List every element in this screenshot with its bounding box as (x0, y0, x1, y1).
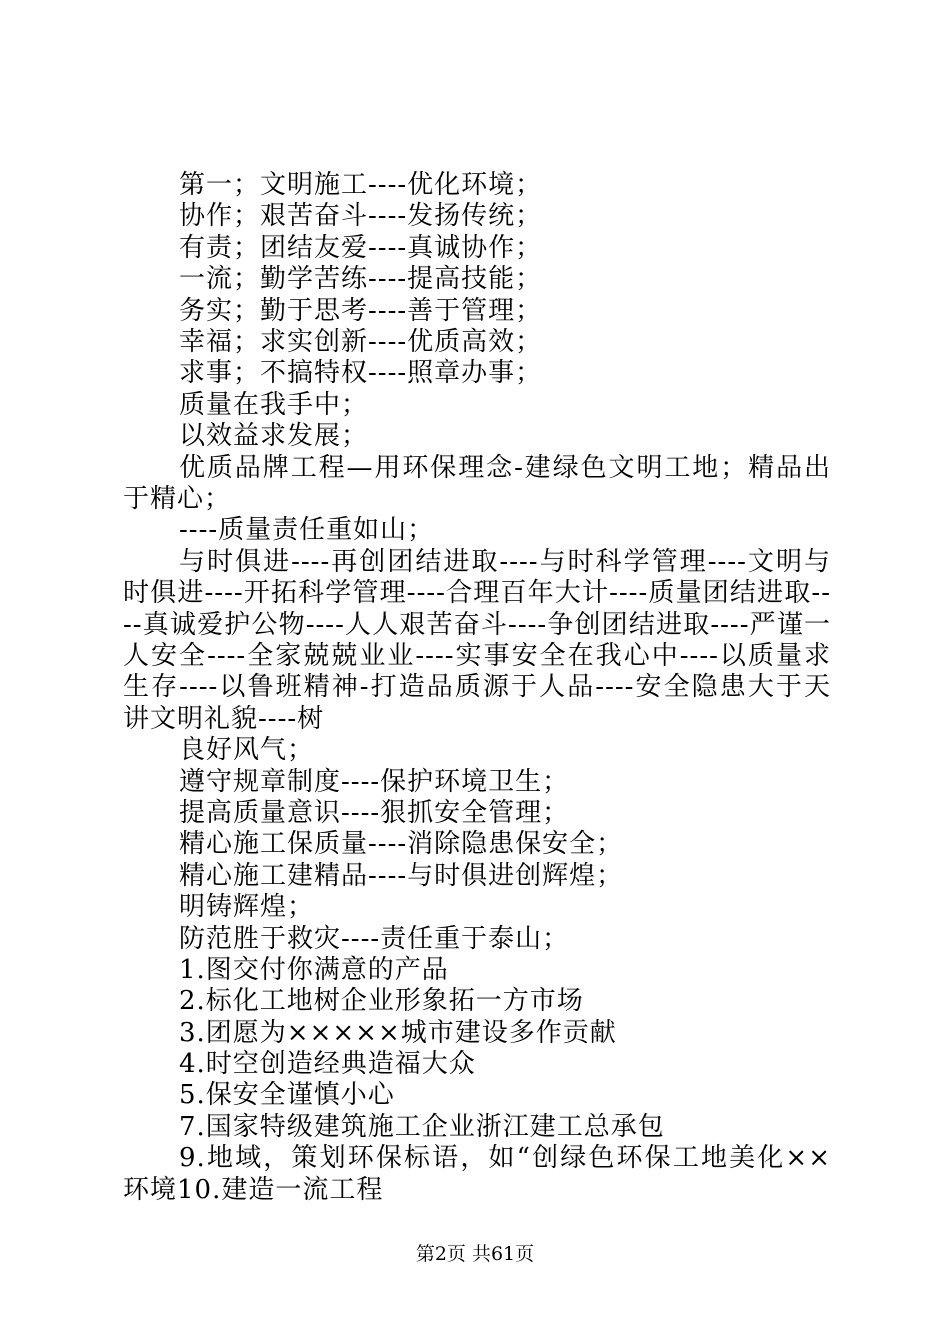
page-number: 第2页 共61页 (415, 1243, 535, 1265)
paragraph: 优质品牌工程—用环保理念-建绿色文明工地；精品出于精心； (123, 452, 831, 514)
list-item: 4.时空创造经典造福大众 (179, 1049, 476, 1080)
text-line: ----质量责任重如山； (179, 515, 435, 546)
text-line: 防范胜于救灾----责任重于泰山； (179, 923, 570, 954)
list-item: 5.保安全谨慎小心 (179, 1080, 395, 1111)
list-item: 3.团愿为×××××城市建设多作贡献 (179, 1017, 617, 1048)
paragraph: 9.地域，策划环保标语，如“创绿色环保工地美化××环境10.建造一流工程 (123, 1143, 831, 1205)
list-item: 2.标化工地树企业形象拓一方市场 (179, 986, 584, 1017)
paragraph: 与时俱进----再创团结进取----与时科学管理----文明与时俱进----开拓科学管理----合理百年大计----质量团结进取----真诚爱护公物----人人艰苦奋斗----争创团结进取----严谨一人安全----全家兢兢业业----实事安全在我心中----以质量求生存----以鲁班精神-打造品质源于人品----安全隐患大于天讲文明礼貌----树 (123, 546, 831, 734)
text-line: 良好风气； (179, 735, 315, 766)
text-line: 一流；勤学苦练----提高技能； (179, 264, 543, 295)
text-line: 遵守规章制度----保护环境卫生； (179, 766, 570, 797)
text-line: 质量在我手中； (179, 389, 369, 420)
text-line: 务实；勤于思考----善于管理； (179, 295, 543, 326)
text-line: 精心施工建精品----与时俱进创辉煌； (179, 860, 624, 891)
text-line: 有责；团结友爱----真诚协作； (179, 232, 543, 263)
text-line: 以效益求发展； (179, 421, 369, 452)
text-line: 第一；文明施工----优化环境； (179, 170, 543, 200)
text-line: 精心施工保质量----消除隐患保安全； (179, 829, 624, 860)
list-item: 1.图交付你满意的产品 (179, 954, 449, 985)
text-line: 幸福；求实创新----优质高效； (179, 326, 543, 357)
text-line: 求事；不搞特权----照章办事； (179, 358, 543, 389)
text-line: 提高质量意识----狠抓安全管理； (179, 797, 570, 828)
list-item: 7.国家特级建筑施工企业浙江建工总承包 (179, 1111, 665, 1142)
document-body (123, 170, 831, 1206)
text-line: 明铸辉煌； (179, 892, 315, 923)
page-footer (0, 1242, 950, 1266)
text-line: 协作；艰苦奋斗----发扬传统； (179, 201, 543, 232)
